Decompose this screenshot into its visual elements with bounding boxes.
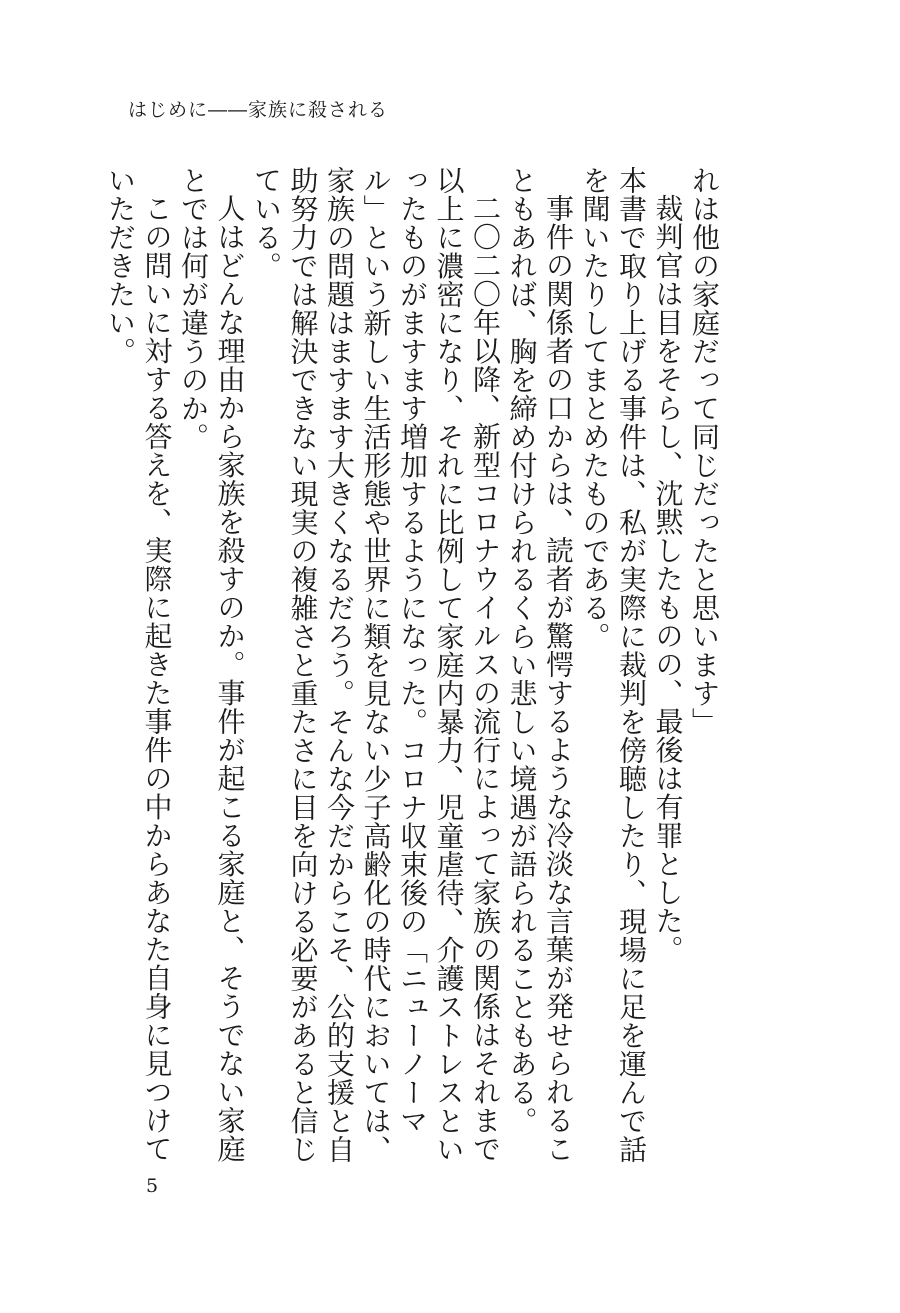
paragraph: この問いに対する答えを、実際に起きた事件の中からあなた自身に見つけていただきたい。 [104,166,174,1163]
paragraph: 二〇二〇年以降、新型コロナウイルスの流行によって家族の関係はそれまで以上に濃密になり、それに比例して家庭内暴力、児童虐待、介護ストレスといったものがますます増加するようになった。コロナ収束後の「ニューノーマル」という新しい生活形態や世界に類を見ない少子高齢化の時代においては、家族の問題はますます大きくなるだろう。そんな今だからこそ、公的支援と自助努力では解決できない現実の複雑さと重たさに目を向ける必要があると信じている。 [250,166,502,1164]
paragraph: 裁判官は目をそらし、沈黙したものの、最後は有罪とした。 [651,194,685,964]
page-number: 5 [146,1175,159,1197]
paragraph: れは他の家庭だって同じだったと思います」 [688,166,721,736]
body-text [104,166,722,1166]
running-head: はじめに――家族に殺される [128,99,389,121]
paragraph: 事件の関係者の口からは、読者が驚愕するような冷淡な言葉が発せられることもあれば、胸を締め付けられるくらい悲しい境遇が語られることもある。 [505,166,575,1163]
paragraph: 人はどんな理由から家族を殺すのか。事件が起こる家庭と、そうでない家庭とでは何が違うのか。 [177,166,247,1163]
paragraph: 本書で取り上げる事件は、私が実際に裁判を傍聴したり、現場に足を運んで話を聞いたりしてまとめたものである。 [578,166,648,1164]
